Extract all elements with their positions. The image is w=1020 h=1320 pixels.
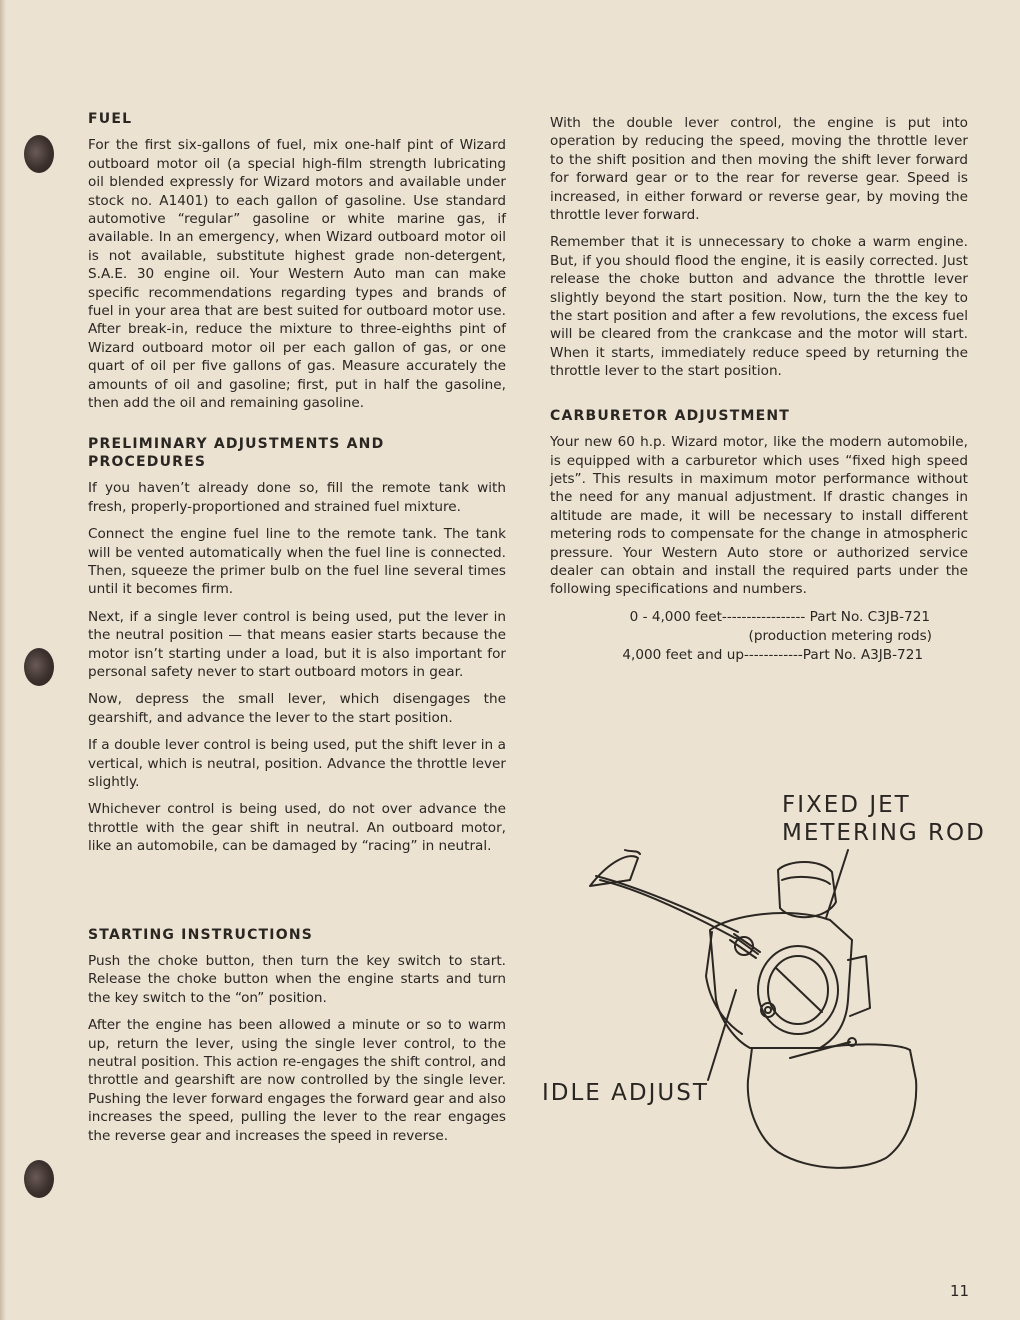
spec-row — [550, 627, 968, 646]
carburetor-figure — [530, 780, 990, 1200]
choke-paragraph: Remember that it is unnecessary to choke a warm engine. But, if you should flood the engine, it is easily corrected. Just release the choke button and advance the throttle lever slightly beyond the start position. Now, turn the the key to the start position and after a few revolutions, the excess fuel will be cleared from the crankcase and the motor will start. When it starts, immediately reduce speed by returning the throttle lever to the start position. — [550, 234, 968, 380]
air-horn — [778, 862, 836, 917]
spec-row — [550, 646, 968, 665]
page-edge-shadow — [0, 0, 6, 1320]
preliminary-paragraph: Now, depress the small lever, which disengages the gearshift, and advance the lever to the start position. — [88, 691, 506, 726]
right-column — [550, 114, 968, 665]
binder-hole-top — [24, 135, 54, 173]
spec-line-high-altitude: 4,000 feet and up------------Part No. A3JB-721 — [622, 646, 923, 663]
fuel-heading: FUEL — [88, 111, 133, 127]
page-number: 11 — [950, 1282, 970, 1300]
binder-hole-middle — [24, 648, 54, 686]
binder-hole-bottom — [24, 1160, 54, 1198]
fuel-paragraph: For the first six-gallons of fuel, mix one-half pint of Wizard outboard motor oil (a special high-film strength lubricating oil blended expressly for Wizard motors and available under stock no. A1401) to each gallon of gasoline. Use standard automotive “regular” gasoline or white marine gas, if available. In an emergency, when Wizard outboard motor oil is not available, substitute highest grade non-detergent, S.A.E. 30 engine oil. Your Western Auto man can make specific recommendations regarding types and brands of fuel in your area that are best suited for outboard motor use. After break-in, reduce the mixture to three-eighths pint of Wizard outboard motor oil per each gallon of gas, or one quart of oil per five gallons of gas. Measure accurately the amounts of oil and gasoline; first, put in half the gasoline, then add the oil and remaining gasoline. — [88, 137, 506, 412]
left-column — [88, 110, 506, 1154]
preliminary-paragraph: Connect the engine fuel line to the remote tank. The tank will be vented automatically when the fuel line is connected. Then, squeeze the primer bulb on the fuel line several times until it becomes firm. — [88, 526, 506, 598]
starting-section — [88, 926, 506, 1145]
preliminary-paragraph: Whichever control is being used, do not over advance the throttle with the gear shift in neutral. An outboard motor, like an automobile, can be damaged by “racing” in neutral. — [88, 801, 506, 855]
spec-line-low-altitude: 0 - 4,000 feet----------------- Part No. C3JB-721 — [629, 608, 930, 625]
metering-rod-label: METERING ROD — [782, 820, 986, 846]
carburetor-paragraph: Your new 60 h.p. Wizard motor, like the modern automobile, is equipped with a carburetor which uses “fixed high speed jets”. This results in maximum motor performance without the need for any manual adjustment. If drastic changes in altitude are made, it will be necessary to install different metering rods to compensate for the change in atmospheric pressure. Your Western Auto store or authorized service dealer can obtain and install the required parts under the following specifications and numbers. — [550, 434, 968, 598]
linkage-rod — [790, 1042, 850, 1058]
fuel-section — [88, 110, 506, 413]
screwdriver-shaft — [600, 880, 735, 938]
preliminary-paragraph: If you haven’t already done so, fill the remote tank with fresh, properly-proportioned and strained fuel mixture. — [88, 480, 506, 515]
carburetor-illustration — [530, 780, 990, 1200]
idle-adjust-label: IDLE ADJUST — [542, 1080, 709, 1106]
float-bowl — [748, 1048, 916, 1168]
metering-rod-spec-table — [550, 608, 968, 665]
double-lever-paragraph: With the double lever control, the engine is put into operation by reducing the speed, moving the throttle lever to the shift position and then moving the shift lever forward for forward gear or to the rear for reverse gear. Speed is increased, in either forward or reverse gear, by moving the throttle lever forward. — [550, 115, 968, 224]
screwdriver-handle — [590, 856, 638, 886]
spec-line-note: (production metering rods) — [748, 627, 932, 644]
preliminary-heading: PRELIMINARY ADJUSTMENTS AND PROCEDURES — [88, 435, 385, 470]
idle-adjust-leader-line — [708, 990, 736, 1080]
carburetor-body — [710, 913, 852, 1048]
preliminary-paragraph: Next, if a single lever control is being used, put the lever in the neutral position — that means easier starts because the motor isn’t starting under a load, but it is also important for personal safety never to start outboard motors in gear. — [88, 608, 506, 680]
fixed-jet-label: FIXED JET — [782, 792, 911, 818]
starting-heading: STARTING INSTRUCTIONS — [88, 926, 314, 943]
starting-paragraph: After the engine has been allowed a minute or so to warm up, return the lever, using the single lever control, to the neutral position. This action re-engages the shift control, and throttle and gearshift are now controlled by the single lever. Pushing the lever forward engages the forward gear and also increases the speed, pulling the lever to the rear engages the reverse gear and increases the speed in reverse. — [88, 1017, 506, 1144]
starting-paragraph: Push the choke button, then turn the key switch to start. Release the choke button when the engine starts and turn the key switch to the “on” position. — [88, 953, 506, 1006]
carburetor-section — [550, 407, 968, 665]
preliminary-section — [88, 435, 506, 856]
spec-row — [550, 608, 968, 627]
preliminary-paragraph: If a double lever control is being used, put the shift lever in a vertical, which is neutral, position. Advance the throttle lever slightly. — [88, 737, 506, 790]
carburetor-heading: CARBURETOR ADJUSTMENT — [550, 407, 791, 424]
